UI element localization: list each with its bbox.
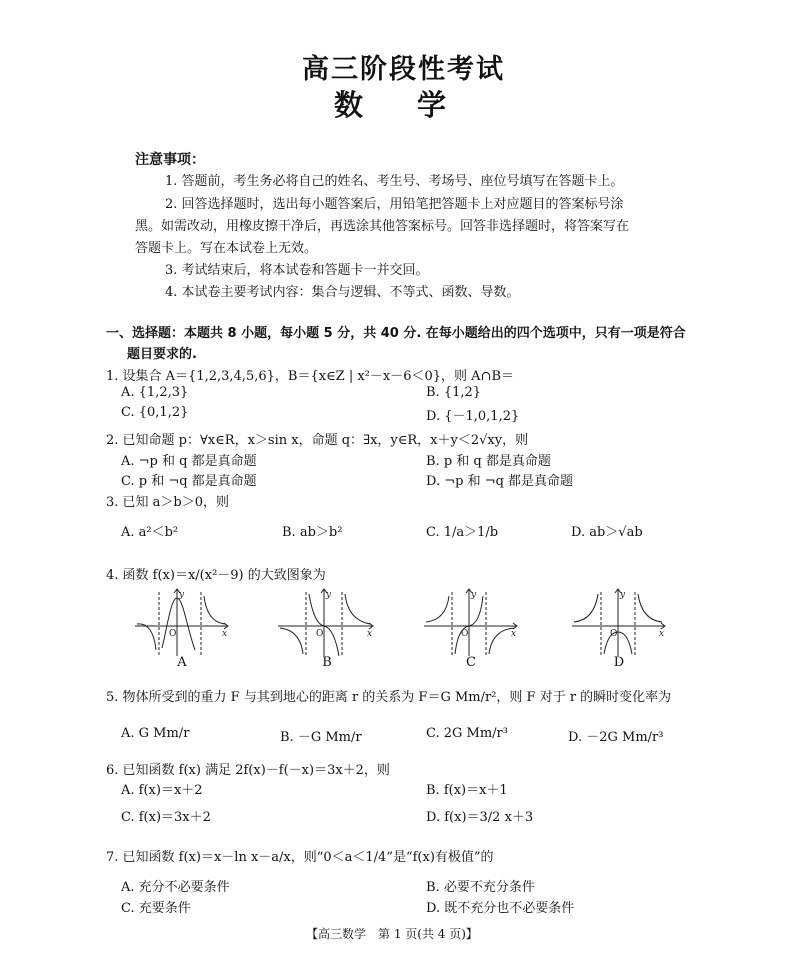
notice-line: 1. 答题前，考生务必将自己的姓名、考生号、考场号、座位号填写在答题卡上。 [165, 174, 624, 189]
notice-line: 2. 回答选择题时，选出每小题答案后，用铅笔把答题卡上对应题目的答案标号涂 [165, 197, 624, 212]
option-d: D. －2G Mm/r³ [568, 730, 664, 745]
svg-text:y: y [471, 590, 477, 600]
subject-title: 数学 [334, 88, 501, 122]
section-heading-cont: 题目要求的. [127, 347, 197, 362]
svg-text:y: y [326, 590, 332, 600]
option-b: B. p 和 q 都是真命题 [426, 454, 551, 469]
option-a: A. G Mm/r [121, 726, 190, 741]
svg-text:y: y [620, 590, 626, 600]
svg-text:O: O [461, 629, 469, 639]
svg-text:O: O [316, 629, 324, 639]
graph-a [133, 588, 231, 658]
option-d: D. f(x)＝3/2 x＋3 [426, 810, 534, 825]
section-heading: 一、选择题：本题共 8 小题，每小题 5 分，共 40 分. 在每小题给出的四个选项中，只有一项是符合 [106, 326, 686, 341]
option-d: D. ¬p 和 ¬q 都是真命题 [426, 474, 574, 489]
svg-text:x: x [222, 629, 228, 639]
question-stem: 6. 已知函数 f(x) 满足 2f(x)－f(－x)＝3x＋2，则 [106, 763, 390, 778]
option-c: C. 1/a＞1/b [426, 525, 499, 540]
option-a: A. {1,2,3} [121, 385, 189, 400]
question-stem: 2. 已知命题 p：∀x∈R，x＞sin x，命题 q：∃x，y∈R，x＋y＜2√xy，则 [106, 433, 529, 448]
graph-c [422, 588, 520, 658]
option-d: D. 既不充分也不必要条件 [426, 901, 575, 916]
graph-b [276, 588, 376, 658]
svg-text:y: y [179, 590, 185, 600]
notice-line: 黑。如需改动，用橡皮擦干净后，再选涂其他答案标号。回答非选择题时，将答案写在 [135, 219, 630, 234]
svg-text:O: O [169, 629, 177, 639]
option-b: B. ab＞b² [282, 525, 343, 540]
option-b: B. f(x)＝x＋1 [426, 783, 508, 798]
question-stem: 7. 已知函数 f(x)＝x－ln x－a/x，则“0＜a＜1/4”是“f(x)有极值”的 [106, 850, 494, 865]
option-c: C. p 和 ¬q 都是真命题 [121, 474, 257, 489]
question-stem: 3. 已知 a＞b＞0，则 [106, 495, 230, 510]
option-a: A. a²＜b² [121, 525, 179, 540]
option-d: D. ab＞√ab [571, 525, 643, 540]
page-footer: 【高三数学 第 1 页(共 4 页)】 [306, 927, 478, 941]
svg-text:x: x [367, 629, 373, 639]
question-stem: 1. 设集合 A＝{1,2,3,4,5,6}，B＝{x∈Z | x²－x－6＜0}，则 A∩B＝ [106, 369, 514, 384]
svg-text:O: O [610, 629, 618, 639]
svg-text:x: x [659, 629, 665, 639]
option-c: C. 2G Mm/r³ [426, 726, 508, 741]
option-b: B. {1,2} [426, 385, 482, 400]
graph-d [570, 588, 668, 658]
graph-label: D [613, 655, 625, 670]
option-a: A. 充分不必要条件 [121, 880, 230, 895]
question-stem: 5. 物体所受到的重力 F 与其到地心的距离 r 的关系为 F＝G Mm/r²，则 F 对于 r 的瞬时变化率为 [106, 690, 672, 705]
graph-label: A [177, 655, 187, 670]
exam-title: 高三阶段性考试 [302, 54, 505, 85]
option-d: D. {－1,0,1,2} [426, 409, 520, 424]
notice-line: 4. 本试卷主要考试内容：集合与逻辑、不等式、函数、导数。 [165, 285, 520, 300]
option-b: B. －G Mm/r [280, 730, 362, 745]
option-a: A. ¬p 和 q 都是真命题 [121, 454, 257, 469]
option-a: A. f(x)＝x＋2 [121, 783, 203, 798]
notice-line: 3. 考试结束后，将本试卷和答题卡一并交回。 [165, 263, 429, 278]
option-c: C. 充要条件 [121, 901, 191, 916]
option-b: B. 必要不充分条件 [426, 880, 535, 895]
option-c: C. {0,1,2} [121, 405, 189, 420]
notice-heading: 注意事项： [135, 152, 205, 168]
graph-label: B [322, 655, 332, 670]
option-c: C. f(x)＝3x＋2 [121, 810, 211, 825]
svg-text:x: x [511, 629, 517, 639]
graph-label: C [466, 655, 476, 670]
question-stem: 4. 函数 f(x)＝x/(x²－9) 的大致图象为 [106, 568, 326, 583]
notice-line: 答题卡上。写在本试卷上无效。 [135, 241, 318, 256]
